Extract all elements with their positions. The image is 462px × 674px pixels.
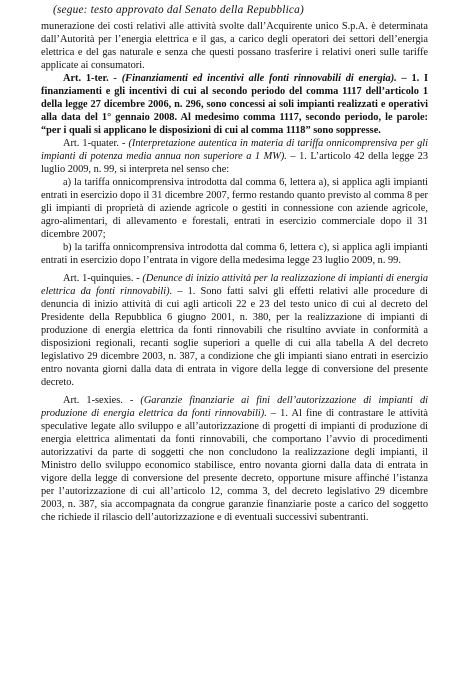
- document-body: [41, 20, 428, 524]
- article-1-sexies-heading: Art. 1-sexies.: [63, 395, 123, 406]
- article-1-quater: [41, 137, 428, 176]
- article-1-ter-title: - (Finanziamenti ed incentivi alle fonti rinnovabili di energia).: [108, 73, 397, 84]
- article-1-quater-text: – 1. L’articolo 42 della legge 23 luglio 2009, n. 99, si interpreta nel senso che:: [41, 151, 429, 175]
- article-1-quinquies: [41, 272, 428, 389]
- article-1-quinquies-heading: Art. 1-quinquies.: [63, 273, 134, 284]
- article-1-quater-heading: Art. 1-quater.: [63, 138, 119, 149]
- article-1-sexies-title: - (Garanzie finanziarie ai fini dell’autorizzazione di impianti di produzione di energia elettrica da fonti rinnovabili).: [41, 395, 428, 419]
- article-1-ter: [41, 72, 428, 137]
- article-1-quater-item-a: a) la tariffa onnicomprensiva introdotta dal comma 6, lettera a), si applica agli impianti entrati in esercizio dopo il 31 dicembre 2007, fermo restando quanto previsto al comma 8 per gli impianti di proprietà di aziende agricole o gestiti in connessione con aziende agricole, agro-alimentari, di allevamento e forestali, entrati in esercizio commerciale dopo il 31 dicembre 2007;: [41, 177, 428, 240]
- article-1-sexies: [41, 394, 428, 524]
- page-header: (segue: testo approvato dal Senato della Repubblica): [53, 4, 304, 16]
- continuation-paragraph: munerazione dei costi relativi alle attività svolte dall’Acquirente unico S.p.A. è determinata dall’Autorità per l’energia elettrica e il gas, a carico degli operatori dei settori dell’energia elettrica e del gas naturale e senza che questi possano trasferire i relativi oneri sulle tariffe applicate ai consumatori.: [41, 21, 428, 71]
- article-1-ter-heading: Art. 1-ter.: [63, 73, 109, 84]
- article-1-quinquies-text: – 1. Sono fatti salvi gli effetti relativi alle procedure di denuncia di inizio attività di cui agli articoli 22 e 23 del testo unico di cui al decreto del Presidente della Repubblica 6 giugno 2001, n. 380, per la realizzazione di impianti di produzione di energia elettrica da fonti rinnovabili che risultino avviate in conformità a disposizioni regionali, recanti soglie superiori a quelle di cui alla tabella A del decreto legislativo 29 dicembre 2003, n. 387, a condizione che gli impianti siano entrati in esercizio entro novanta giorni dalla data di entrata in vigore della legge di conversione del presente decreto.: [41, 286, 428, 388]
- article-1-ter-text: – 1. I finanziamenti e gli incentivi di cui al secondo periodo del comma 1117 dell’articolo 1 della legge 27 dicembre 2006, n. 296, sono concessi ai soli impianti realizzati e operativi alla data del 1° gennaio 2008. Al medesimo comma 1117, secondo periodo, le parole: “per i quali si applicano le disposizioni di cui al comma 1118” sono soppresse.: [41, 73, 429, 136]
- article-1-quater-item-b: b) la tariffa onnicomprensiva introdotta dal comma 6, lettera c), si applica agli impianti entrati in esercizio dopo l’entrata in vigore della medesima legge 23 luglio 2009, n. 99.: [41, 242, 428, 266]
- article-1-quinquies-title: - (Denunce di inizio attività per la realizzazione di impianti di energia elettrica da fonti rinnovabili).: [41, 273, 428, 297]
- article-1-sexies-text: – 1. Al fine di contrastare le attività speculative legate allo sviluppo e all’autorizzazione di progetti di impianti di produzione di energia elettrica alimentati da fonti rinnovabili, che comportano l’avvio di procedimenti autorizzativi da parte di soggetti che non concludono la realizzazione degli impianti, il Ministro dello sviluppo economico stabilisce, entro novanta giorni dalla data di entrata in vigore della legge di conversione del presente decreto, opportune misure affinché l’istanza per l’autorizzazione di cui all’articolo 12, comma 3, del decreto legislativo 29 dicembre 2003, n. 387, sia accompagnata da congrue garanzie finanziarie poste a carico del soggetto che richiede il rilascio dell’autorizzazione e di eventuali successivi subentranti.: [41, 408, 429, 523]
- article-1-quater-title: - (Interpretazione autentica in materia di tariffa onnicomprensiva per gli impianti di potenza media annua non superiore a 1 MW).: [41, 138, 428, 162]
